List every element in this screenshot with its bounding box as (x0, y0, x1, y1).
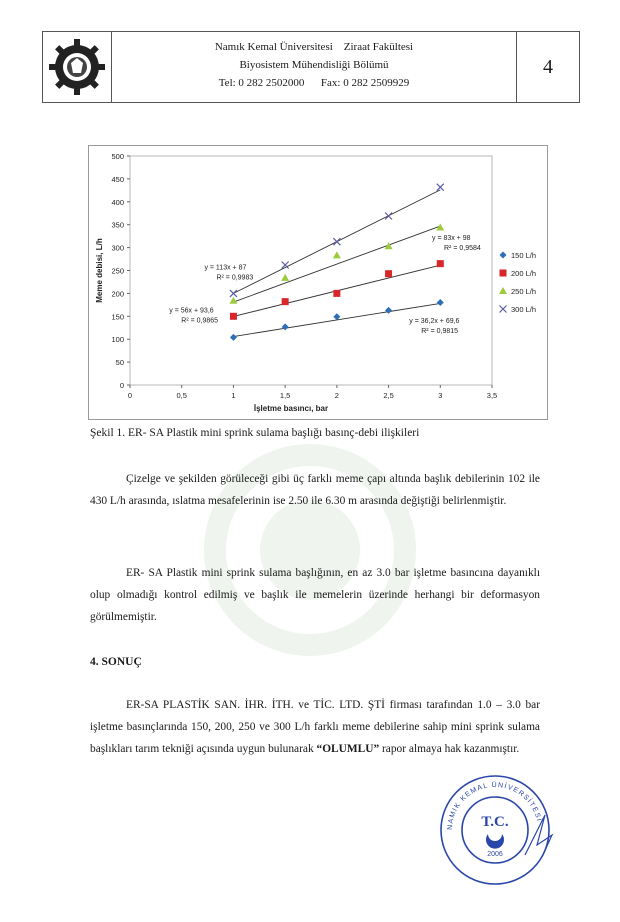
trendline-r2: R² = 0,9584 (444, 244, 481, 252)
x-tick-label: 0,5 (176, 391, 187, 400)
header-university: Namık Kemal Üniversitesi Ziraat Fakültesi (214, 41, 414, 53)
data-point (385, 307, 392, 314)
y-tick-label: 250 (111, 266, 124, 276)
page-header (42, 31, 580, 103)
seal-ring-text: NAMIK KEMAL ÜNİVERSİTESİ (446, 781, 543, 831)
data-point (333, 290, 340, 297)
legend-label: 250 L/h (511, 287, 537, 296)
trendline-r2: R² = 0,9815 (421, 328, 459, 336)
header-contact: Tel: 0 282 2502000 Fax: 0 282 2509929 (218, 77, 410, 89)
data-point (230, 313, 237, 320)
trendline-r2: R² = 0,9983 (216, 274, 254, 282)
x-tick-label: 3,5 (486, 391, 498, 400)
pressure-flow-chart (88, 145, 548, 420)
y-tick-label: 100 (111, 335, 124, 345)
x-tick-label: 2 (334, 391, 339, 400)
page-number: 4 (516, 32, 579, 102)
data-point (385, 212, 392, 219)
x-tick-label: 3 (438, 391, 443, 400)
x-tick-label: 1,5 (279, 391, 291, 400)
data-point (281, 274, 289, 281)
series-300-l-h (204, 184, 443, 297)
official-seal-stamp (430, 770, 560, 890)
y-tick-label: 150 (111, 312, 124, 322)
paragraph-results: Çizelge ve şekilden görüleceği gibi üç farklı meme çapı altında başlık debilerinin 102 ile 430 L/h arasında, ıslatma mesafelerinin ise 2.50 ile 6.30 m arasında değiştiği belirlenmiştir. (90, 473, 540, 507)
conclusion-text-start: ER-SA PLASTİK SAN. İHR. İTH. ve TİC. LTD. ŞTİ firması tarafından 1.0 – 3.0 bar işletme basınçlarında 150, 200, 250 ve 300 L/h farklı meme debilerine sahip mini sprink sulama başlıkları tarım tekniği açısında uygun bulunarak (90, 699, 540, 755)
header-logo-cell (43, 32, 112, 102)
x-tick-label: 1 (231, 391, 236, 400)
trendline-r2: R² = 0,9865 (181, 317, 219, 325)
figure-caption: Şekil 1. ER- SA Plastik mini sprink sulama başlığı basınç-debi ilişkileri (90, 427, 420, 439)
y-tick-label: 50 (115, 358, 124, 368)
seal-center-text: T.C. (481, 814, 509, 830)
paragraph-durability: ER- SA Plastik mini sprink sulama başlığının, en az 3.0 bar işletme basıncına dayanıklı olup olmadığı kontrol edilmiş ve başlık ile memelerin üzerinde herhangi bir deformasyon görülmemiştir. (90, 567, 540, 623)
trendline-equation: y = 113x + 87 (204, 264, 247, 272)
chart-legend (499, 251, 536, 314)
data-point (230, 334, 237, 341)
x-tick-label: 0 (127, 391, 133, 400)
y-tick-label: 350 (111, 220, 124, 230)
legend-marker (499, 287, 507, 294)
paragraph-conclusion (90, 694, 540, 760)
x-tick-label: 2,5 (383, 391, 394, 400)
data-point (437, 299, 444, 306)
data-point (385, 270, 392, 277)
data-point (437, 260, 444, 267)
x-axis-label: İşletme basıncı, bar (253, 404, 329, 413)
y-tick-label: 450 (111, 174, 124, 184)
header-institution (111, 38, 517, 92)
y-tick-label: 500 (111, 152, 124, 161)
legend-label: 150 L/h (511, 251, 537, 260)
y-tick-label: 200 (111, 289, 124, 299)
crescent-icon (486, 834, 504, 849)
y-tick-label: 400 (111, 197, 124, 207)
trendline-equation: y = 56x + 93,6 (169, 307, 214, 315)
header-department: Biyosistem Mühendisliği Bölümü (239, 59, 389, 71)
data-point (230, 290, 237, 297)
data-point (229, 297, 237, 304)
data-point (333, 251, 341, 258)
section-title-conclusion: 4. SONUÇ (90, 656, 142, 668)
data-point (333, 238, 340, 245)
y-axis-label: Meme debisi, L/h (95, 238, 104, 303)
seal-year: 2006 (487, 851, 503, 858)
legend-label: 200 L/h (511, 269, 537, 278)
y-tick-label: 300 (111, 243, 124, 253)
trendline-equation: y = 83x + 98 (432, 234, 471, 242)
gear-emblem-icon (43, 32, 111, 102)
y-tick-label: 0 (119, 381, 124, 390)
watermark-emblem-icon (150, 430, 470, 670)
conclusion-verdict: “OLUMLU” (316, 743, 380, 755)
series-150-l-h (230, 299, 460, 341)
data-point (437, 184, 444, 191)
trendline-equation: y = 36,2x + 69,6 (409, 318, 460, 326)
legend-marker (500, 252, 507, 259)
legend-marker (500, 270, 507, 277)
conclusion-text-end: rapor almaya hak kazanmıştır. (379, 743, 520, 755)
data-point (282, 298, 289, 305)
legend-label: 300 L/h (511, 305, 537, 314)
data-point (282, 323, 289, 330)
chart-frame (89, 146, 548, 420)
legend-marker (500, 306, 507, 313)
